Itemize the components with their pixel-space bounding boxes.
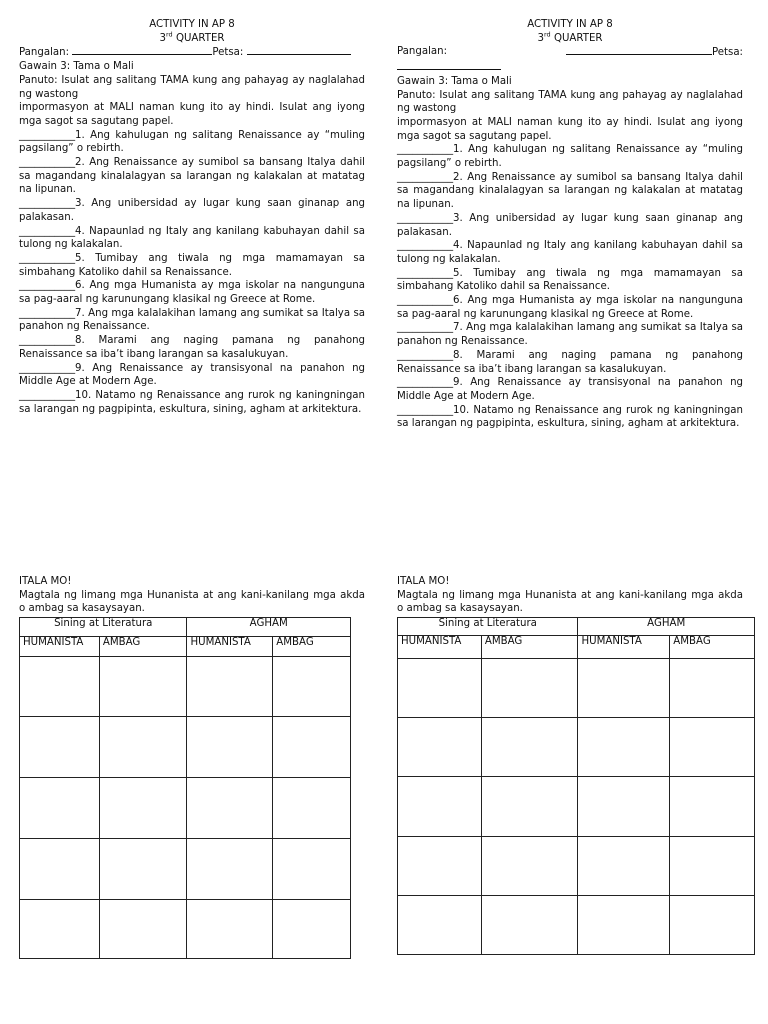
item-7: ___________7. Ang mga kalalakihan lamang ang sumikat sa Italya sa panahon ng Renaissance. <box>19 307 365 333</box>
group-header-sining: Sining at Literatura <box>398 618 578 636</box>
table-row <box>398 659 755 718</box>
col-header-ambag: AMBAG <box>273 637 351 657</box>
name-field[interactable] <box>397 60 743 75</box>
col-header-ambag: AMBAG <box>670 636 755 659</box>
answer-cell[interactable] <box>99 717 187 778</box>
table-row <box>20 839 351 900</box>
answer-cell[interactable] <box>187 839 273 900</box>
answer-cell[interactable] <box>99 778 187 839</box>
itala-instruction: Magtala ng limang mga Hunanista at ang kani-kanilang mga akda o ambag sa kasaysayan. <box>19 589 365 615</box>
table-row <box>398 718 755 777</box>
item-7: ___________7. Ang mga kalalakihan lamang ang sumikat sa Italya sa panahon ng Renaissance. <box>397 322 743 348</box>
answer-cell[interactable] <box>187 778 273 839</box>
answer-cell[interactable] <box>481 837 578 896</box>
answer-cell[interactable] <box>670 659 755 718</box>
item-5: ___________5. Tumibay ang tiwala ng mga mamamayan sa simbahang Katoliko dahil sa Renaissance. <box>19 252 365 278</box>
humanista-table-left <box>19 617 351 959</box>
itala-heading: ITALA MO! <box>19 576 72 587</box>
col-header-humanista: HUMANISTA <box>20 637 100 657</box>
answer-cell[interactable] <box>187 717 273 778</box>
table-row <box>20 900 351 959</box>
answer-cell[interactable] <box>670 718 755 777</box>
humanista-table-right <box>397 617 755 955</box>
itala-heading: ITALA MO! <box>397 576 450 587</box>
quarter-label: 3rd QUARTER <box>537 30 603 44</box>
answer-cell[interactable] <box>578 837 670 896</box>
col-header-humanista: HUMANISTA <box>187 637 273 657</box>
item-1: ___________1. Ang kahulugan ng salitang Renaissance ay “muling pagsilang” o rebirth. <box>19 129 365 155</box>
gawain-title: Gawain 3: Tama o Mali <box>19 61 134 73</box>
worksheet-title: ACTIVITY IN AP 8 <box>149 19 235 30</box>
col-header-ambag: AMBAG <box>99 637 187 657</box>
answer-cell[interactable] <box>187 900 273 959</box>
group-header-sining: Sining at Literatura <box>20 618 187 637</box>
itala-section-left <box>19 575 365 616</box>
answer-cell[interactable] <box>398 837 482 896</box>
answer-cell[interactable] <box>398 718 482 777</box>
answer-cell[interactable] <box>99 839 187 900</box>
gawain-title: Gawain 3: Tama o Mali <box>397 75 512 87</box>
answer-cell[interactable] <box>670 837 755 896</box>
answer-cell[interactable] <box>398 659 482 718</box>
answer-cell[interactable] <box>578 777 670 837</box>
item-9: ___________9. Ang Renaissance ay transisyonal na panahon ng Middle Age at Modern Age. <box>19 362 365 388</box>
panuto-line-2: impormasyon at MALI naman kung ito ay hindi. Isulat ang iyong mga sagot sa sagutang papel. <box>19 102 365 127</box>
item-1: ___________1. Ang kahulugan ng salitang Renaissance ay “muling pagsilang” o rebirth. <box>397 144 743 170</box>
item-6: ___________6. Ang mga Humanista ay mga iskolar na nangunguna sa pag-aaral ng karunungang klasikal ng Greece at Rome. <box>397 295 743 320</box>
answer-cell[interactable] <box>273 839 351 900</box>
item-4: ___________4. Napaunlad ng Italy ang kanilang kabuhayan dahil sa tulong ng kalakalan. <box>19 225 365 251</box>
name-date-line: Pangalan: Petsa: <box>397 46 743 59</box>
group-header-agham: AGHAM <box>187 618 351 637</box>
worksheet-title: ACTIVITY IN AP 8 <box>527 19 613 30</box>
answer-cell[interactable] <box>398 777 482 837</box>
col-header-ambag: AMBAG <box>481 636 578 659</box>
answer-cell[interactable] <box>20 900 100 959</box>
answer-cell[interactable] <box>398 896 482 955</box>
answer-cell[interactable] <box>481 896 578 955</box>
worksheet-right <box>397 18 743 431</box>
name-date-line: Pangalan: Petsa: <box>19 45 365 60</box>
item-6: ___________6. Ang mga Humanista ay mga iskolar na nangunguna sa pag-aaral ng karunungang klasikal ng Greece at Rome. <box>19 280 365 306</box>
item-10: ___________10. Natamo ng Renaissance ang rurok ng kaningningan sa larangan ng pagpipinta, eskultura, sining, agham at arkitektura. <box>397 404 743 430</box>
answer-cell[interactable] <box>273 657 351 717</box>
answer-cell[interactable] <box>670 896 755 955</box>
answer-cell[interactable] <box>578 718 670 777</box>
date-field[interactable] <box>566 45 712 55</box>
answer-cell[interactable] <box>273 900 351 959</box>
item-8: ___________8. Marami ang naging pamana ng panahong Renaissance sa iba’t ibang larangan sa kasalukuyan. <box>19 335 365 360</box>
answer-cell[interactable] <box>578 659 670 718</box>
col-header-humanista: HUMANISTA <box>398 636 482 659</box>
table-row <box>398 837 755 896</box>
answer-cell[interactable] <box>187 657 273 717</box>
answer-cell[interactable] <box>273 717 351 778</box>
table-row <box>20 778 351 839</box>
answer-cell[interactable] <box>670 777 755 837</box>
table-row <box>398 896 755 955</box>
table-row <box>398 777 755 837</box>
name-field[interactable] <box>72 45 212 55</box>
panuto-line-1: Panuto: Isulat ang salitang TAMA kung ang pahayag ay naglalahad ng wastong <box>19 74 365 100</box>
item-2: ___________2. Ang Renaissance ay sumibol sa bansang Italya dahil sa magandang kinalalagyan sa larangan ng kalakalan at matatag na lipunan. <box>19 157 365 196</box>
answer-cell[interactable] <box>481 718 578 777</box>
itala-instruction: Magtala ng limang mga Hunanista at ang kani-kanilang mga akda o ambag sa kasaysayan. <box>397 589 743 615</box>
panuto-line-2: impormasyon at MALI naman kung ito ay hindi. Isulat ang iyong mga sagot sa sagutang papel. <box>397 116 743 142</box>
answer-cell[interactable] <box>20 717 100 778</box>
item-10: ___________10. Natamo ng Renaissance ang rurok ng kaningningan sa larangan ng pagpipinta, eskultura, sining, agham at arkitektura. <box>19 389 365 415</box>
item-8: ___________8. Marami ang naging pamana ng panahong Renaissance sa iba’t ibang larangan sa kasalukuyan. <box>397 349 743 375</box>
item-9: ___________9. Ang Renaissance ay transisyonal na panahon ng Middle Age at Modern Age. <box>397 377 743 402</box>
answer-cell[interactable] <box>99 657 187 717</box>
answer-cell[interactable] <box>273 778 351 839</box>
answer-cell[interactable] <box>20 839 100 900</box>
itala-section-right <box>397 575 743 616</box>
answer-cell[interactable] <box>20 778 100 839</box>
answer-cell[interactable] <box>481 777 578 837</box>
answer-cell[interactable] <box>481 659 578 718</box>
col-header-humanista: HUMANISTA <box>578 636 670 659</box>
worksheet-left <box>19 18 365 416</box>
item-5: ___________5. Tumibay ang tiwala ng mga mamamayan sa simbahang Katoliko dahil sa Renaissance. <box>397 267 743 293</box>
quarter-label: 3rd QUARTER <box>159 30 225 44</box>
answer-cell[interactable] <box>99 900 187 959</box>
answer-cell[interactable] <box>578 896 670 955</box>
date-field[interactable] <box>247 45 351 55</box>
item-4: ___________4. Napaunlad ng Italy ang kanilang kabuhayan dahil sa tulong ng kalakalan. <box>397 240 743 265</box>
group-header-agham: AGHAM <box>578 618 755 636</box>
answer-cell[interactable] <box>20 657 100 717</box>
panuto-line-1: Panuto: Isulat ang salitang TAMA kung ang pahayag ay naglalahad ng wastong <box>397 89 743 115</box>
item-3: ___________3. Ang unibersidad ay lugar kung saan ginanap ang palakasan. <box>397 212 743 238</box>
item-3: ___________3. Ang unibersidad ay lugar kung saan ginanap ang palakasan. <box>19 198 365 223</box>
table-row <box>20 657 351 717</box>
table-row <box>20 717 351 778</box>
item-2: ___________2. Ang Renaissance ay sumibol sa bansang Italya dahil sa magandang kinalalagyan sa larangan ng kalakalan at matatag na lipunan. <box>397 171 743 211</box>
